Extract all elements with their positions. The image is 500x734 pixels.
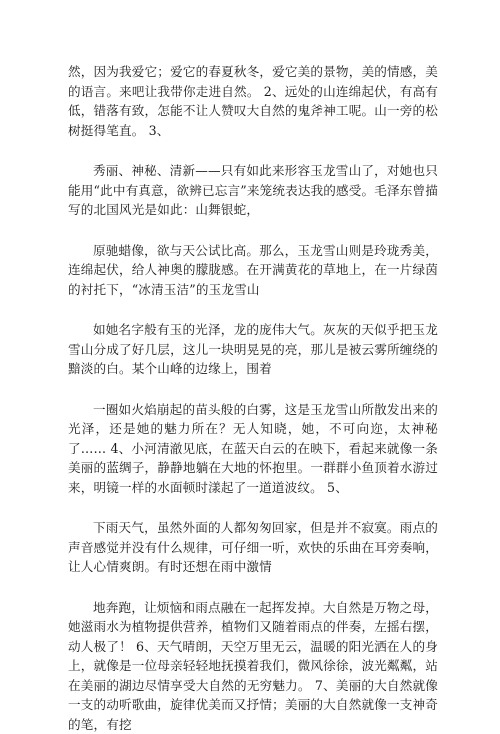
- paragraph: 地奔跑，让烦恼和雨点融在一起挥发掉。大自然是万物之母，她滋雨水为植物提供营养，植物们又随着雨点的伴奏，左摇右摆，动人极了！ 6、天气晴朗，天空万里无云，温暖的阳光洒在人的身上，就像是一位母亲轻轻地抚摸着我们，微风徐徐，波光粼粼，站在美丽的湖边尽情享受大自然的无穷魅力。 7、美丽的大自然就像一支的动听歌曲，旋律优美而又抒情；美丽的大自然就像一支神奇的笔，有挖: [68, 598, 438, 734]
- paragraph: 下雨天气，虽然外面的人都匆匆回家，但是并不寂寞。雨点的声音感觉并没有什么规律，可仔细一听，欢快的乐曲在耳旁奏响，让人心情爽朗。有时还想在雨中激情: [68, 518, 438, 577]
- paragraph: 然，因为我爱它；爱它的春夏秋冬，爱它美的景物，美的情感，美的语言。来吧让我带你走进自然。 2、远处的山连绵起伏，有高有低，错落有致，怎能不让人赞叹大自然的鬼斧神工呢。山一旁的松树挺得笔直。 3、: [68, 62, 438, 140]
- paragraph: 原驰蜡像，欲与天公试比高。那么，玉龙雪山则是玲珑秀美，连绵起伏，给人神奥的朦胧感。在开满黄花的草地上，在一片绿茵的衬托下，“冰清玉洁”的玉龙雪山: [68, 241, 438, 300]
- paragraph: 秀丽、神秘、清新——只有如此来形容玉龙雪山了，对她也只能用“此中有真意，欲辨已忘言”来笼统表达我的感受。毛泽东曾描写的北国风光是如此：山舞银蛇，: [68, 161, 438, 220]
- paragraph: 一圈如火焰崩起的苗头般的白雾，这是玉龙雪山所散发出来的光泽，还是她的魅力所在？无人知晓，她，不可向迩，太神秘了…… 4、小河清澈见底，在蓝天白云的在映下，看起来就像一条美丽的蓝绸子，静静地躺在大地的怀抱里。一群群小鱼顶着水游过来，明镜一样的水面顿时漾起了一道道波纹。 5、: [68, 400, 438, 498]
- paragraph: 如她名字般有玉的光泽，龙的庞伟大气。灰灰的天似乎把玉龙雪山分成了好几层，这儿一块明晃晃的亮，那儿是被云雾所缠绕的黯淡的白。某个山峰的边缘上，围着: [68, 320, 438, 379]
